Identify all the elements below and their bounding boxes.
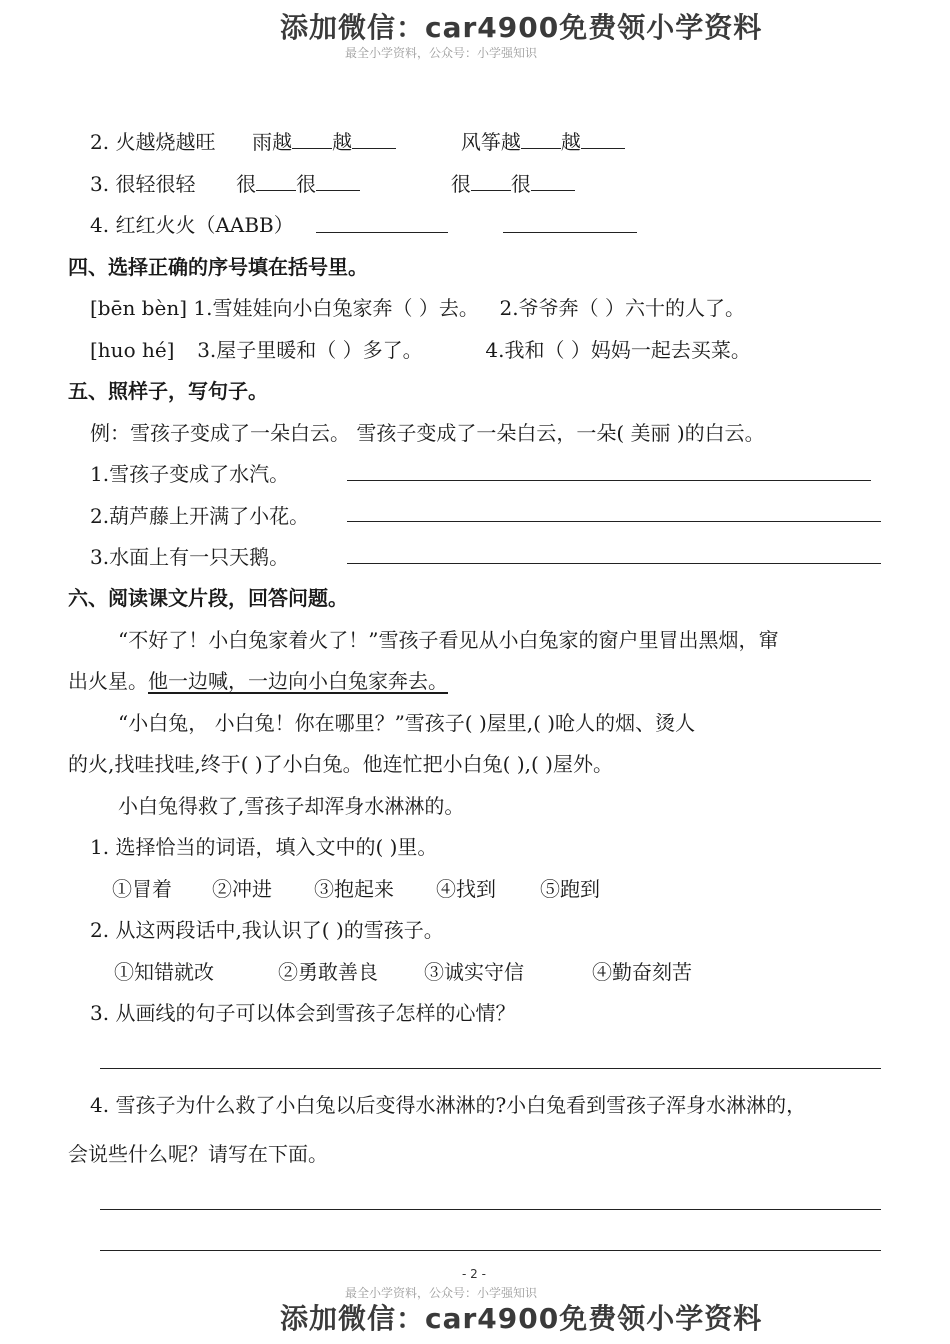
answer-line <box>100 1250 881 1251</box>
blank <box>531 170 575 191</box>
s6-p3: 小白兔得救了,雪孩子却浑身水淋淋的。 <box>118 794 465 818</box>
section6-title: 六、阅读课文片段，回答问题。 <box>68 586 348 610</box>
s6-p1-line2 <box>68 665 448 694</box>
blank <box>581 128 625 149</box>
s3-item2-ex2a: 风筝越 <box>460 130 521 154</box>
q1-option: ①冒着 <box>112 877 172 901</box>
s6-q1: 1. 选择恰当的词语，填入文中的( )里。 <box>90 835 438 859</box>
s3-item3-ex2a: 很 <box>450 172 471 196</box>
s6-p1-line1: “不好了！小白兔家着火了！”雪孩子看见从小白兔家的窗户里冒出黑烟，窜 <box>118 628 779 652</box>
s6-q3: 3. 从画线的句子可以体会到雪孩子怎样的心情？ <box>90 1001 516 1025</box>
s4-q2: 2.爷爷奔（ ）六十的人了。 <box>499 296 745 320</box>
s3-item3-ex2b: 很 <box>510 172 531 196</box>
s5-item-2: 2.葫芦藤上开满了小花。 <box>90 504 310 528</box>
s3-item2 <box>90 126 625 155</box>
s4-q4: 4.我和（ ）妈妈一起去买菜。 <box>485 338 751 362</box>
footer-faint-text: 最全小学资料，公众号：小学强知识 <box>345 1286 538 1300</box>
s4-row2 <box>90 334 751 363</box>
s6-q2-options <box>114 956 692 985</box>
blank <box>292 128 332 149</box>
watermark-banner-top: 添加微信：car4900免费领小学资料 <box>280 11 763 44</box>
q2-option: ①知错就改 <box>114 960 214 984</box>
q1-option: ④找到 <box>436 877 496 901</box>
page-number: - 2 - <box>462 1267 486 1281</box>
s6-q1-options <box>112 873 600 902</box>
s6-p2-line2: 的火,找哇找哇,终于( )了小白兔。他连忙把小白兔( ),( )屋外。 <box>68 752 613 776</box>
blank <box>352 128 396 149</box>
s3-item3 <box>90 168 575 197</box>
s6-underlined-sentence: 他一边喊，一边向小白兔家奔去。 <box>148 669 448 693</box>
s3-item3-label: 3. 很轻很轻 <box>90 172 196 196</box>
s4-pinyin-ben: [bēn bèn] <box>90 296 188 320</box>
s3-item3-ex1a: 很 <box>236 172 257 196</box>
s5-item-3: 3.水面上有一只天鹅。 <box>90 545 290 569</box>
blank <box>471 170 511 191</box>
answer-line <box>347 563 881 564</box>
s5-item-1: 1.雪孩子变成了水汽。 <box>90 462 290 486</box>
s4-pinyin-he: [huo hé] <box>90 338 175 362</box>
answer-line <box>347 480 871 481</box>
s3-item2-ex1b: 越 <box>332 130 353 154</box>
s3-item4-label: 4. 红红火火（AABB） <box>90 213 294 237</box>
q1-option: ③抱起来 <box>314 877 394 901</box>
s6-p2-line1: “小白兔， 小白兔！你在哪里？”雪孩子( )屋里,( )呛人的烟、烫人 <box>118 711 696 735</box>
s3-item2-ex2b: 越 <box>560 130 581 154</box>
s3-item2-label: 2. 火越烧越旺 <box>90 130 216 154</box>
blank <box>521 128 561 149</box>
answer-line <box>100 1209 881 1210</box>
s3-item2-ex1a: 雨越 <box>252 130 293 154</box>
s5-example: 例：雪孩子变成了一朵白云。 雪孩子变成了一朵白云，一朵( 美丽 )的白云。 <box>90 421 765 445</box>
s6-q2: 2. 从这两段话中,我认识了( )的雪孩子。 <box>90 918 444 942</box>
s4-q1: 1.雪娃娃向小白兔家奔（ ）去。 <box>193 296 479 320</box>
s3-item3-ex1b: 很 <box>296 172 317 196</box>
s6-q4-line1: 4. 雪孩子为什么救了小白兔以后变得水淋淋的?小白兔看到雪孩子浑身水淋淋的， <box>90 1093 807 1117</box>
header-faint-text: 最全小学资料，公众号：小学强知识 <box>345 46 538 60</box>
section5-title: 五、照样子，写句子。 <box>68 379 268 403</box>
s6-q4-line2: 会说些什么呢？请写在下面。 <box>68 1142 328 1166</box>
s4-q3: 3.屋子里暖和（ ）多了。 <box>197 338 423 362</box>
q2-option: ③诚实守信 <box>424 960 524 984</box>
q2-option: ④勤奋刻苦 <box>592 960 692 984</box>
s4-row1 <box>90 292 745 321</box>
answer-line <box>100 1068 881 1069</box>
watermark-banner-bottom: 添加微信：car4900免费领小学资料 <box>280 1302 763 1335</box>
q2-option: ②勇敢善良 <box>278 960 378 984</box>
answer-line <box>347 521 881 522</box>
answer-line <box>316 232 448 233</box>
blank <box>256 170 296 191</box>
answer-line <box>503 232 637 233</box>
blank <box>316 170 360 191</box>
q1-option: ⑤跑到 <box>540 877 600 901</box>
q1-option: ②冲进 <box>212 877 272 901</box>
s6-p1-line2-text: 出火星。 <box>68 669 148 693</box>
section4-title: 四、选择正确的序号填在括号里。 <box>68 255 368 279</box>
